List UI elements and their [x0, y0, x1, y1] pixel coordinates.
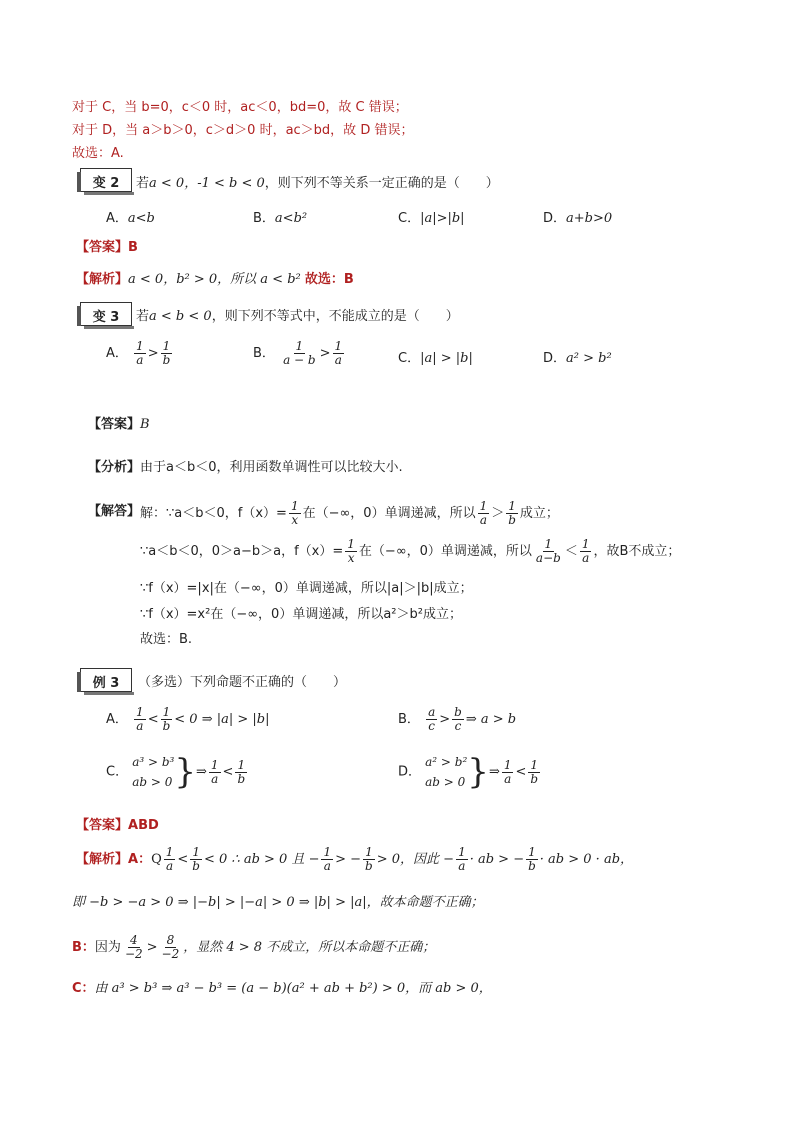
section-badge-li3: 例 3	[80, 668, 132, 692]
bian3-option-c: C．|a| > |b|	[398, 351, 473, 366]
li3-option-b: B． $\frac{a}{c}$ > $\frac{b}{c}$ ⇒ a > b	[398, 705, 517, 733]
bian3-fenxi: 【分析】由于a＜b＜0，利用函数单调性可以比较大小.	[88, 460, 403, 475]
bian2-option-b: B．a<b²	[253, 211, 308, 226]
bian3-option-d: D．a² > b²	[543, 351, 612, 366]
li3-answer: 【答案】ABD	[76, 818, 159, 833]
line-choose: 故选：A.	[72, 146, 124, 161]
bian3-solution-line3: ∵f（x）=|x|在（−∞，0）单调递减，所以|a|＞|b|成立；	[140, 581, 473, 596]
li3-option-c: C． a³ > b³ ab > 0 }⇒ $\frac{1}{a}$ < $\frac{1}{b}$	[106, 752, 246, 792]
bian2-analysis: 【解析】a < 0，b² > 0，所以 a < b² 故选：B	[76, 272, 354, 287]
bian3-option-a: A． $\frac{1}{a}$ > $\frac{1}{b}$	[106, 339, 171, 367]
li3-analysis-c: C：由 a³ > b³ ⇒ a³ − b³ = (a − b)(a² + ab + b²) > 0，而 ab > 0，	[72, 981, 492, 996]
li3-analysis-a-line2: 即 −b > −a > 0 ⇒ |−b| > |−a| > 0 ⇒ |b| > |a|，故本命题不正确；	[72, 895, 484, 910]
bian3-jieda-label: 【解答】	[88, 504, 141, 519]
bian2-option-c: C．|a|>|b|	[398, 211, 465, 226]
bian3-answer: 【答案】B	[88, 417, 150, 432]
bian3-solution-line4: ∵f（x）=x²在（−∞，0）单调递减，所以a²＞b²成立；	[140, 607, 462, 622]
li3-option-a: A． $\frac{1}{a}$ < $\frac{1}{b}$ < 0 ⇒ |a| > |b|	[106, 705, 270, 733]
bian3-question: 若a < b < 0，则下列不等式中，不能成立的是（ ）	[136, 309, 459, 324]
li3-analysis-b: B：因为 $\frac{4}{-2}$ > $\frac{8}{-2}$ ，显然 4 > 8 不成立，所以本命题不正确；	[72, 933, 436, 961]
line-case-c: 对于 C，当 b=0，c＜0 时，ac＜0，bd=0，故 C 错误；	[72, 100, 408, 115]
bian3-option-b: B． $\frac{1}{a - b}$ > $\frac{1}{a}$	[253, 339, 343, 367]
li3-question: （多选）下列命题不正确的（ ）	[138, 675, 347, 690]
li3-analysis-a-line1: 【解析】A：Q $\frac{1}{a}$ < $\frac{1}{b}$ < 0 ∴ ab > 0 且 − $\frac{1}{a}$ > − $\frac{1}{b}$ > 0，因此 − $\frac{1}{a}$ · ab > − $\frac{1}{b}$ · ab > 0 · ab，	[76, 845, 634, 873]
bian2-answer: 【答案】B	[76, 240, 138, 255]
bian3-solution-line1: 解：∵a＜b＜0，f（x）= $\frac{1}{x}$ 在（−∞，0）单调递减，所以 $\frac{1}{a}$ ＞ $\frac{1}{b}$ 成立；	[140, 499, 559, 527]
section-badge-bian2: 变 2	[80, 168, 132, 192]
bian2-option-d: D．a+b>0	[543, 211, 613, 226]
bian3-solution-line2: ∵a＜b＜0，0＞a−b＞a，f（x）= $\frac{1}{x}$ 在（−∞，0）单调递减，所以 $\frac{1}{a-b}$ ＜ $\frac{1}{a}$ ，故B不成立；	[140, 537, 681, 565]
line-case-d: 对于 D，当 a＞b＞0，c＞d＞0 时，ac＞bd，故 D 错误；	[72, 123, 414, 138]
bian3-solution-line5: 故选：B.	[140, 632, 193, 647]
bian2-question: 若a < 0，-1 < b < 0，则下列不等关系一定正确的是（ ）	[136, 176, 499, 191]
bian2-option-a: A．a<b	[106, 211, 155, 226]
li3-option-d: D． a² > b² ab > 0 }⇒ $\frac{1}{a}$ < $\frac{1}{b}$	[398, 752, 539, 792]
section-badge-bian3: 变 3	[80, 302, 132, 326]
